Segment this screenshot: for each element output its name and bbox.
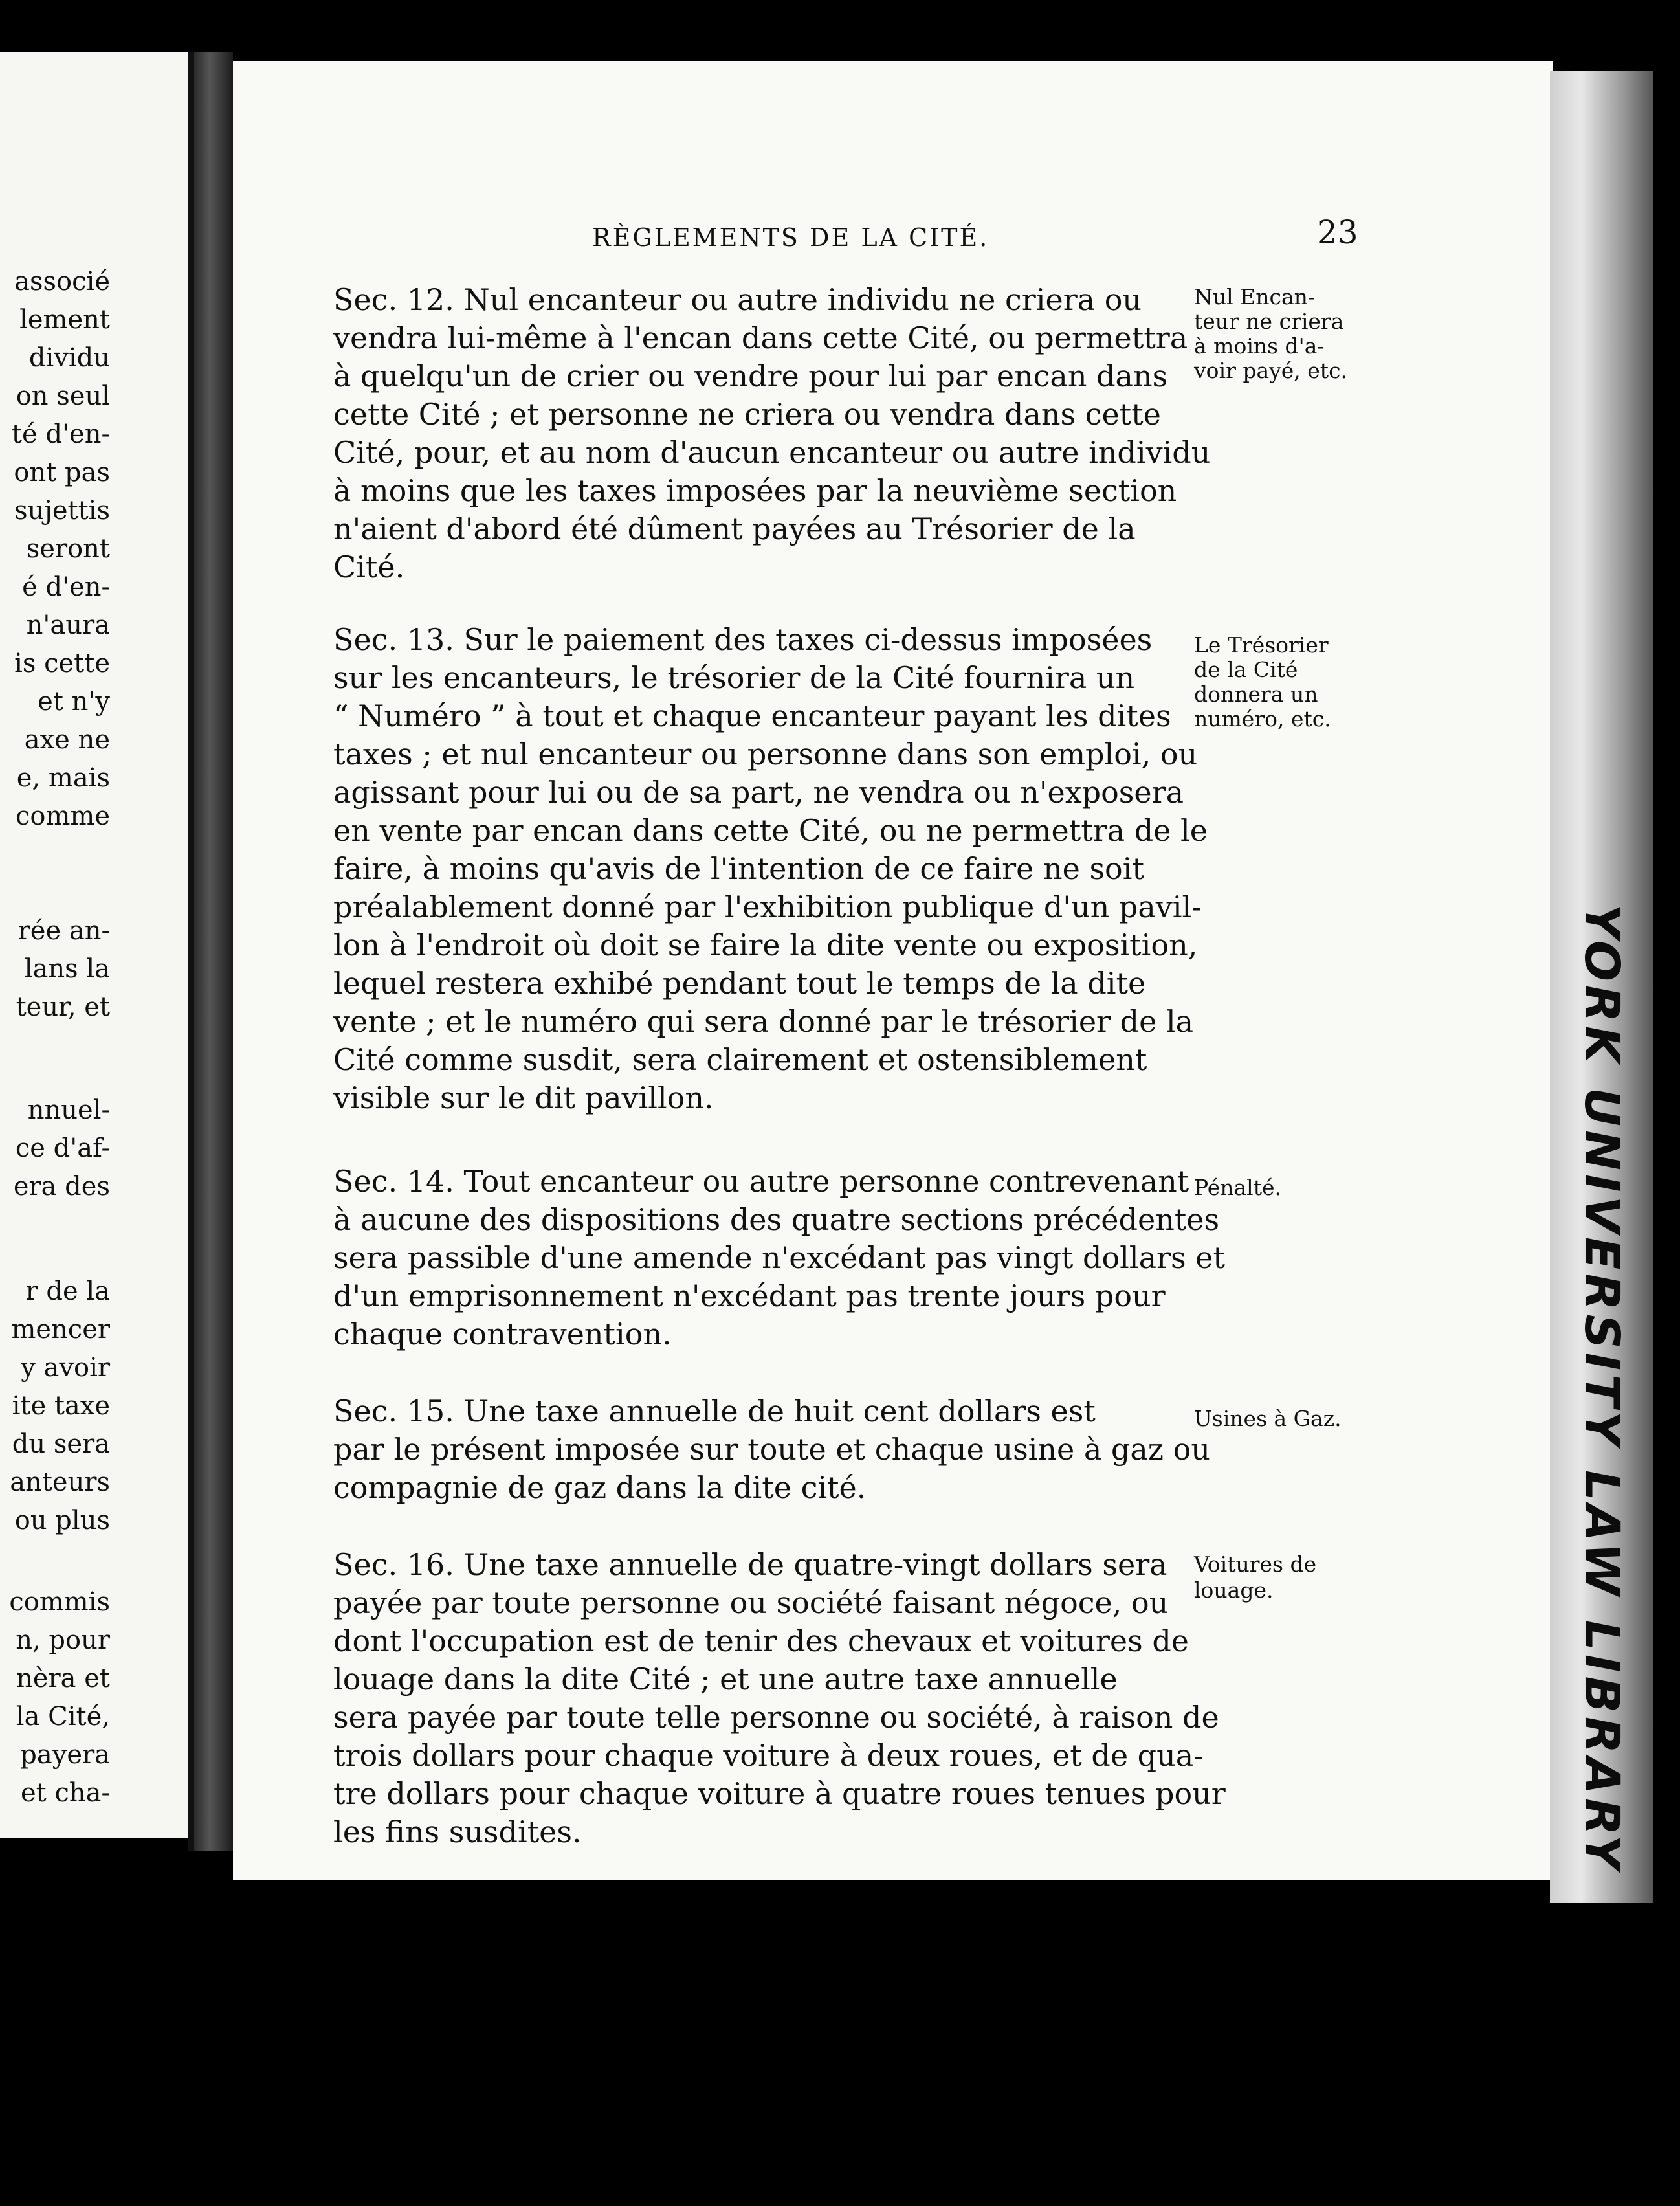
left-page-line: du sera — [12, 1429, 110, 1459]
text-line: dont l'occupation est de tenir des chevaux et voitures de — [333, 1623, 1189, 1658]
left-page-line: lans la — [24, 954, 110, 984]
text-line: vente ; et le numéro qui sera donné par le trésorier de la — [333, 1004, 1194, 1039]
left-page-line: mencer — [11, 1315, 110, 1344]
left-page-line: té d'en- — [11, 419, 110, 449]
note-line: de la Cité — [1194, 657, 1298, 682]
left-page-line: payera — [20, 1740, 110, 1770]
text-line: les fins susdites. — [333, 1814, 582, 1849]
text-line: lequel restera exhibé pendant tout le temps de la dite — [333, 966, 1146, 1001]
page-number: 23 — [1317, 214, 1358, 251]
text-line: taxes ; et nul encanteur ou personne dans son emploi, ou — [333, 737, 1198, 772]
left-page-line: seront — [26, 534, 110, 564]
note-line: Nul Encan- — [1194, 284, 1316, 309]
left-page-line: y avoir — [21, 1353, 110, 1383]
text-line: d'un emprisonnement n'excédant pas trente jours pour — [333, 1278, 1166, 1313]
text-line: sera payée par toute telle personne ou société, à raison de — [333, 1700, 1219, 1735]
text-line: chaque contravention. — [333, 1317, 672, 1352]
note-line: teur ne criera — [1194, 309, 1344, 334]
library-stamp-text: YORK UNIVERSITY LAW LIBRARY — [1574, 904, 1630, 1873]
text-line: Sec. 16. Une taxe annuelle de quatre-vingt dollars sera — [333, 1547, 1167, 1582]
note-line: à moins d'a- — [1194, 333, 1325, 359]
text-line: trois dollars pour chaque voiture à deux roues, et de qua- — [333, 1738, 1204, 1773]
note-line: Usines à Gaz. — [1194, 1406, 1342, 1431]
note-line: Le Trésorier — [1194, 632, 1329, 658]
note-line: donnera un — [1194, 682, 1318, 707]
left-page-line: et n'y — [38, 687, 110, 717]
text-line: Cité. — [333, 550, 405, 585]
text-line: payée par toute personne ou société faisant négoce, ou — [333, 1585, 1169, 1620]
text-line: louage dans la dite Cité ; et une autre taxe annuelle — [333, 1662, 1118, 1697]
left-page-line: on seul — [16, 381, 110, 411]
left-page-line: et cha- — [21, 1778, 110, 1808]
text-line: Cité, pour, et au nom d'aucun encanteur ou autre individu — [333, 435, 1211, 470]
text-line: agissant pour lui ou de sa part, ne vendra ou n'exposera — [333, 775, 1184, 810]
left-page-line: r de la — [25, 1276, 110, 1306]
left-page-line: é d'en- — [22, 572, 110, 602]
left-page-line: e, mais — [16, 763, 110, 793]
note-line: Voitures de — [1194, 1552, 1317, 1577]
text-line: à quelqu'un de crier ou vendre pour lui par encan dans — [333, 359, 1168, 394]
left-page-line: la Cité, — [16, 1702, 110, 1732]
left-page-line: nnuel- — [27, 1095, 110, 1125]
left-page-line: teur, et — [16, 992, 110, 1022]
left-page-line: ou plus — [14, 1506, 110, 1535]
text-line: en vente par encan dans cette Cité, ou ne permettra de le — [333, 813, 1208, 848]
left-page — [0, 52, 194, 1838]
text-line: Sec. 12. Nul encanteur ou autre individu ne criera ou — [333, 282, 1142, 317]
left-page-line: ont pas — [14, 458, 110, 487]
left-page-line: rée an- — [17, 916, 110, 946]
left-page-line: is cette — [14, 649, 110, 678]
left-page-line: n'aura — [26, 610, 110, 640]
left-page-line: comme — [15, 801, 110, 831]
text-line: par le présent imposée sur toute et chaque usine à gaz ou — [333, 1432, 1210, 1467]
text-line: Cité comme susdit, sera clairement et ostensiblement — [333, 1042, 1147, 1077]
note-line: louage. — [1194, 1577, 1274, 1603]
left-page-line: anteurs — [10, 1467, 110, 1497]
text-line: sur les encanteurs, le trésorier de la Cité fournira un — [333, 660, 1135, 695]
text-line: n'aient d'abord été dûment payées au Trésorier de la — [333, 511, 1136, 546]
text-line: sera passible d'une amende n'excédant pas vingt dollars et — [333, 1240, 1225, 1275]
left-page-line: commis — [9, 1587, 110, 1617]
left-page-line: lement — [19, 305, 110, 335]
left-page-line: ite taxe — [12, 1391, 110, 1421]
text-line: Sec. 15. Une taxe annuelle de huit cent dollars est — [333, 1394, 1096, 1429]
left-page-line: nèra et — [16, 1664, 110, 1693]
left-page-line: n, pour — [16, 1625, 110, 1655]
text-line: faire, à moins qu'avis de l'intention de ce faire ne soit — [333, 851, 1144, 886]
left-page-line: axe ne — [24, 725, 110, 755]
running-head: RÈGLEMENTS DE LA CITÉ. — [592, 223, 989, 252]
left-page-line: ce d'af- — [15, 1133, 110, 1163]
text-line: cette Cité ; et personne ne criera ou vendra dans cette — [333, 397, 1161, 432]
text-line: visible sur le dit pavillon. — [333, 1080, 714, 1115]
left-page-line: associé — [14, 267, 110, 296]
book-gutter — [194, 52, 233, 1851]
text-line: Sec. 14. Tout encanteur ou autre personne contrevenant — [333, 1164, 1189, 1199]
text-line: “ Numéro ” à tout et chaque encanteur payant les dites — [333, 698, 1171, 733]
note-line: numéro, etc. — [1194, 706, 1331, 731]
text-line: à moins que les taxes imposées par la neuvième section — [333, 473, 1177, 508]
library-stamp — [1566, 854, 1637, 1922]
left-page-line: sujettis — [14, 496, 110, 526]
left-page-line: dividu — [28, 343, 110, 373]
text-line: tre dollars pour chaque voiture à quatre roues tenues pour — [333, 1776, 1226, 1811]
text-line: vendra lui-même à l'encan dans cette Cité, ou permettra — [333, 320, 1188, 355]
text-line: préalablement donné par l'exhibition publique d'un pavil- — [333, 889, 1202, 924]
note-line: voir payé, etc. — [1194, 358, 1348, 383]
left-page-line: era des — [13, 1172, 110, 1201]
text-line: compagnie de gaz dans la dite cité. — [333, 1470, 867, 1505]
text-line: lon à l'endroit où doit se faire la dite vente ou exposition, — [333, 928, 1198, 963]
note-line: Pénalté. — [1194, 1175, 1282, 1200]
text-line: Sec. 13. Sur le paiement des taxes ci-dessus imposées — [333, 622, 1153, 657]
text-line: à aucune des dispositions des quatre sections précédentes — [333, 1202, 1220, 1237]
